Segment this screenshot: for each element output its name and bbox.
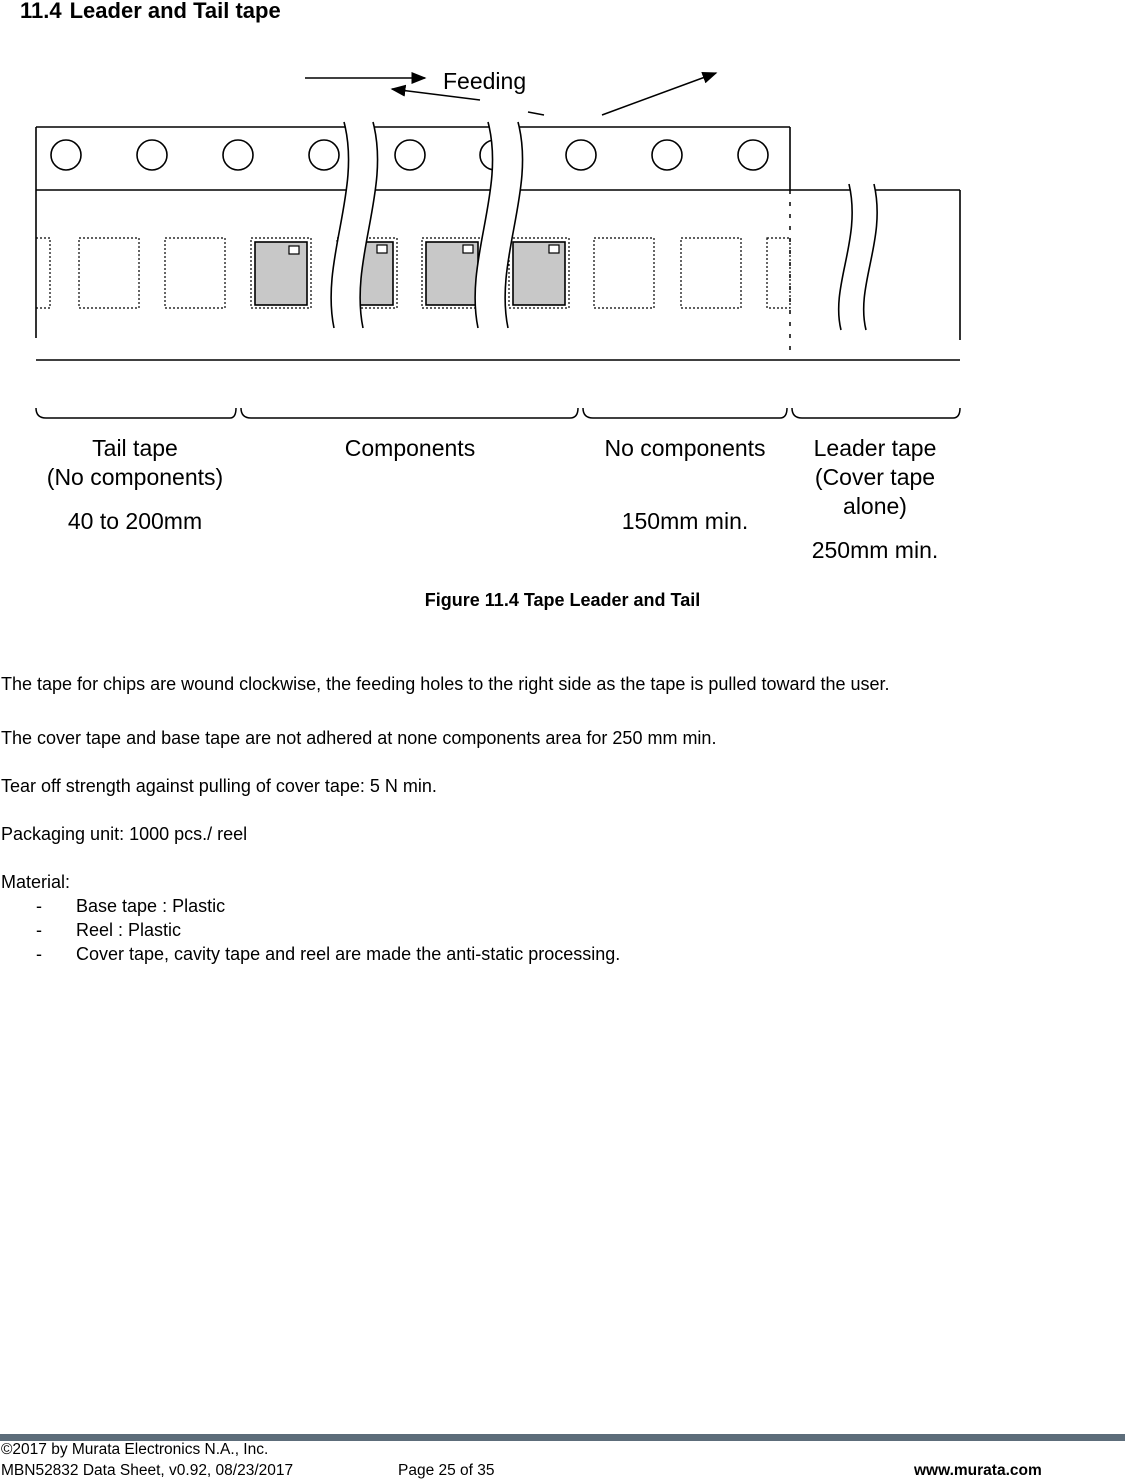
no-components-label: No components (604, 435, 766, 461)
feed-hole (395, 140, 425, 170)
figure-caption: Figure 11.4 Tape Leader and Tail (424, 590, 701, 610)
footer-rule (0, 1434, 1125, 1441)
chip-mark (289, 246, 299, 254)
empty-pocket (165, 238, 225, 308)
brace-components (241, 408, 578, 418)
feed-hole (309, 140, 339, 170)
section-heading (20, 0, 281, 24)
empty-pocket (767, 238, 790, 308)
feed-hole (137, 140, 167, 170)
paragraph-adhesion: The cover tape and base tape are not adhered at none components area for 250 mm min. (1, 728, 717, 748)
tape-leader-tail-diagram (0, 50, 1125, 570)
brace-leader-tape (792, 408, 960, 418)
feed-hole (738, 140, 768, 170)
tail-tape-length: 40 to 200mm (67, 508, 203, 534)
paragraph-winding: The tape for chips are wound clockwise, the feeding holes to the right side as the tape is pulled toward the user. (1, 674, 890, 694)
paragraph-tear-strength: Tear off strength against pulling of cover tape: 5 N min. (1, 776, 437, 796)
footer-page-number: Page 25 of 35 (398, 1462, 495, 1479)
empty-pocket (594, 238, 654, 308)
paragraph-packaging-unit: Packaging unit: 1000 pcs./ reel (1, 824, 248, 844)
material-item: - Cover tape, cavity tape and reel are made the anti-static processing. (36, 944, 621, 964)
tape-break-3 (839, 184, 878, 330)
brace-no-components (583, 408, 787, 418)
tail-tape-label-2: (No components) (46, 464, 224, 490)
component-pockets (251, 238, 569, 308)
empty-pocket (79, 238, 139, 308)
material-item: - Reel : Plastic (36, 920, 182, 940)
chip-mark (377, 245, 387, 253)
feed-hole (566, 140, 596, 170)
feeding-arrow-up (602, 73, 716, 115)
feed-hole (51, 140, 81, 170)
components-label: Components (344, 435, 476, 461)
no-components-length: 150mm min. (621, 508, 749, 534)
leader-tape-length: 250mm min. (811, 537, 939, 563)
section-braces (36, 408, 960, 418)
chip-mark (463, 245, 473, 253)
tail-tape-label-1: Tail tape (92, 435, 178, 461)
material-item: - Base tape : Plastic (36, 896, 226, 916)
empty-pockets (36, 238, 790, 308)
feeding-label: Feeding (443, 68, 527, 94)
empty-pocket (36, 238, 50, 308)
footer-copyright: ©2017 by Murata Electronics N.A., Inc. (1, 1441, 269, 1458)
feed-holes (51, 140, 768, 170)
footer-doc-info: MBN52832 Data Sheet, v0.92, 08/23/2017 (1, 1462, 294, 1479)
chip-mark (549, 245, 559, 253)
material-heading: Material: (1, 872, 71, 892)
footer-website[interactable]: www.murata.com (914, 1462, 1042, 1479)
leader-tape-label-2: (Cover tape (814, 464, 936, 490)
feed-hole (652, 140, 682, 170)
feeding-dash (528, 112, 544, 115)
section-title: Leader and Tail tape (69, 0, 281, 23)
feed-hole (223, 140, 253, 170)
leader-tape-label-3: alone) (843, 493, 907, 519)
section-number: 11.4 (20, 0, 62, 23)
empty-pocket (681, 238, 741, 308)
brace-tail-tape (36, 408, 236, 418)
leader-tape-label-1: Leader tape (813, 435, 937, 461)
